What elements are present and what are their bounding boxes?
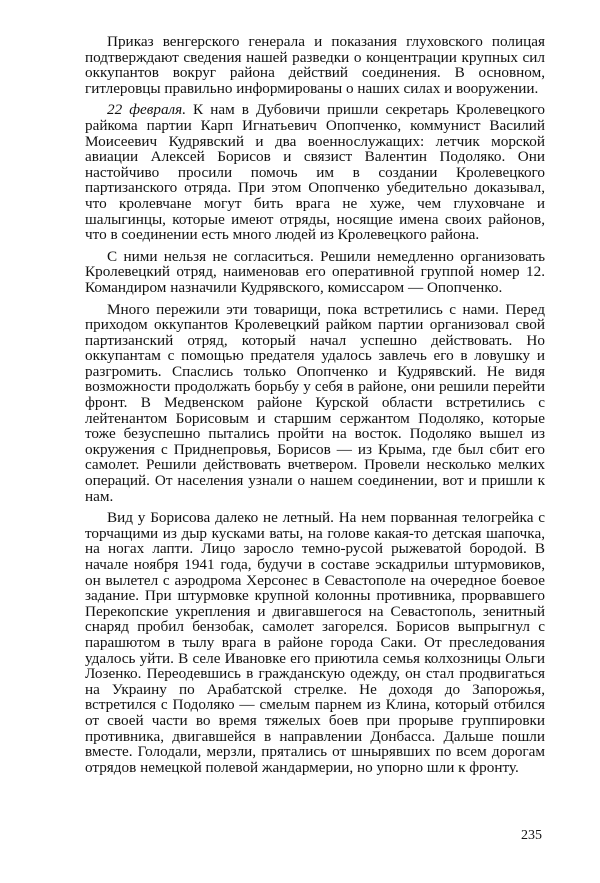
paragraph-1: Приказ венгерского генерала и показания глуховского полицая подтверждают сведения нашей разведки о концентрации крупных сил оккупантов вокруг района действий соединения. В основном, гитлеровцы правильно информированы о наших силах и вооружении. xyxy=(85,33,545,97)
paragraph-4: Много пережили эти товарищи, пока встретились с нами. Перед приходом оккупантов Кролевецкий райком партии организовал свой партизанский отряд, который начал успешно действовать. Но оккупантам с помощью предателя удалось завлечь его в ловушку и разгромить. Спаслись только Опопченко и Кудрявский. Не видя возможности продолжать борьбу у себя в районе, они решили перейти фронт. В Медвенском районе Курской области встретились с лейтенантом Борисовым и старшим сержантом Подоляко, которые тоже безуспешно пытались пройти на восток. Подоляко вышел из окружения с Приднепровья, Борисов — из Крыма, где был сбит его самолет. Решили действовать вчетвером. Провели несколько мелких операций. От населения узнали о нашем соединении, вот и пришли к нам. xyxy=(85,300,545,505)
date-lead: 22 февраля. xyxy=(107,101,187,119)
paragraph-5: Вид у Борисова далеко не летный. На нем порванная телогрейка с торчащими из дыр кусками ваты, на голове какая-то детская шапочка, на ногах лапти. Лицо заросло темно-русой рыжеватой бородой. В начале ноября 1941 года, будучи в составе эскадрильи штурмовиков, он вылетел с аэродрома Херсонес в Севастополе на очередное боевое задание. При штурмовке крупной колонны противника, прорвавшего Перекопские укрепления и двигавшегося на Севастополь, зенитный снаряд пробил бензобак, самолет загорелся. Борисов выпрыгнул с парашютом в тылу врага в районе города Саки. От преследования удалось уйти. В селе Ивановке его приютила семья колхозницы Ольги Лозенко. Переодевшись в гражданскую одежду, он стал продвигаться на Украину по Арабатской стрелке. Не доходя до Запорожья, встретился с Подоляко — смелым парнем из Клина, который отбился от своей части во время тяжелых боев при прорыве группировки противника, двигавшейся в направлении Донбасса. Дальше пошли вместе. Голодали, мерзли, прятались от шнырявших по всем дорогам отрядов немецкой полевой жандармерии, но упорно шли к фронту. xyxy=(85,509,545,776)
body-text xyxy=(85,34,545,781)
paragraph-3: С ними нельзя не согласиться. Решили немедленно организовать Кролевецкий отряд, наименовав его оперативной группой номер 12. Командиром назначили Кудрявского, комиссаром — Опопченко. xyxy=(85,247,545,296)
page-number: 235 xyxy=(521,828,542,843)
paragraph-2: 22 февраля. К нам в Дубовичи пришли секретарь Кролевецкого райкома партии Карп Игнатьевич Опопченко, коммунист Василий Моисеевич Кудрявский и два военнослужащих: летчик морской авиации Алексей Борисов и связист Валентин Подоляко. Они настойчиво просили помочь им в создании Кролевецкого партизанского отряда. При этом Опопченко убедительно доказывал, что кролевчане могут бить врага не хуже, чем глуховчане и шалыгинцы, которые имеют отряды, носящие имена своих районов, что в соединении есть много людей из Кролевецкого района. xyxy=(85,101,545,244)
